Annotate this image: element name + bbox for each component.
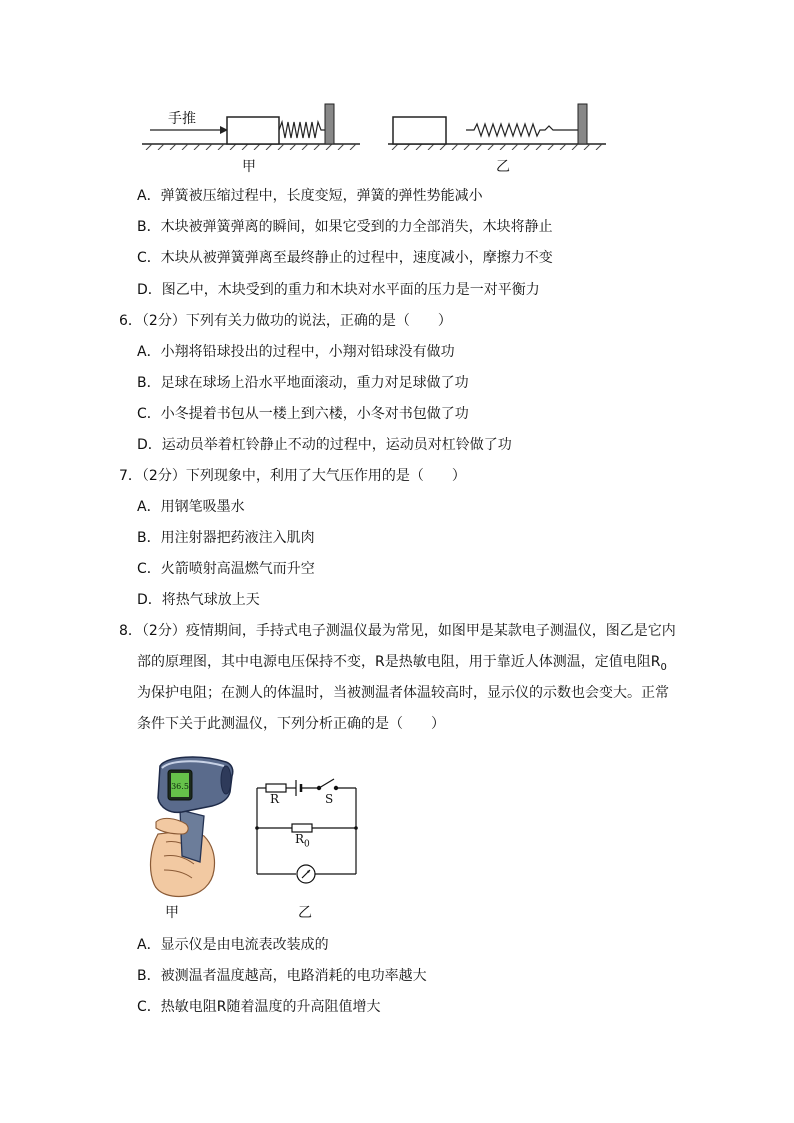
q6-option-d: D．运动员举着杠铃静止不动的过程中，运动员对杠铃做了功 bbox=[137, 437, 512, 453]
thermometer-figure bbox=[146, 752, 236, 900]
q8-figure-label-jia: 甲 bbox=[165, 905, 179, 921]
q7-option-b: B．用注射器把药液注入肌肉 bbox=[137, 530, 315, 546]
circuit-label-r0-subscript: 0 bbox=[304, 839, 310, 850]
thermometer-display-text: 36.5 bbox=[171, 782, 189, 791]
q8-option-a: A．显示仪是由电流表改装成的 bbox=[137, 937, 329, 953]
q6-stem: 6．（2分）下列有关力做功的说法，正确的是（ ） bbox=[119, 313, 452, 329]
q8-stem-line-1: 8．（2分）疫情期间，手持式电子测温仪最为常见，如图甲是某款电子测温仪，图乙是它内 bbox=[119, 623, 676, 639]
r0-subscript: 0 bbox=[660, 661, 667, 673]
spring-block-figure bbox=[140, 100, 610, 180]
q8-figure-label-yi: 乙 bbox=[298, 905, 312, 921]
q5-option-d: D．图乙中，木块受到的重力和木块对水平面的压力是一对平衡力 bbox=[137, 282, 540, 298]
q8-stem-line-3: 为保护电阻；在测人的体温时，当被测温者体温较高时，显示仪的示数也会变大。正常 bbox=[137, 685, 669, 701]
q7-stem: 7．（2分）下列现象中，利用了大气压作用的是（ ） bbox=[119, 468, 466, 484]
q7-option-c: C．火箭喷射高温燃气而升空 bbox=[137, 561, 315, 577]
q8-option-c: C．热敏电阻R随着温度的升高阻值增大 bbox=[137, 999, 381, 1015]
q6-option-c: C．小冬提着书包从一楼上到六楼，小冬对书包做了功 bbox=[137, 406, 469, 422]
circuit-label-s: S bbox=[325, 792, 334, 806]
q5-option-b: B．木块被弹簧弹离的瞬间，如果它受到的力全部消失，木块将静止 bbox=[137, 219, 553, 235]
circuit-label-r: R bbox=[270, 792, 280, 806]
q8-option-b: B．被测温者温度越高，电路消耗的电功率越大 bbox=[137, 968, 427, 984]
figure-label-yi: 乙 bbox=[496, 159, 510, 175]
figure-label-jia: 甲 bbox=[242, 159, 256, 175]
handheld-thermometer-image bbox=[146, 752, 236, 900]
q8-stem-line-2-text: 部的原理图，其中电源电压保持不变，R是热敏电阻，用于靠近人体测温，定值电阻R bbox=[137, 654, 661, 670]
q5-option-c: C．木块从被弹簧弹离至最终静止的过程中，速度减小，摩擦力不变 bbox=[137, 250, 553, 266]
q5-option-a: A．弹簧被压缩过程中，长度变短，弹簧的弹性势能减小 bbox=[137, 188, 483, 204]
circuit-diagram bbox=[252, 774, 362, 884]
q7-option-d: D．将热气球放上天 bbox=[137, 592, 260, 608]
circuit-schematic bbox=[252, 774, 362, 884]
spring-block-diagram bbox=[140, 100, 610, 150]
q7-option-a: A．用钢笔吸墨水 bbox=[137, 499, 245, 515]
q8-stem-line-2 bbox=[137, 652, 667, 678]
q6-option-b: B．足球在球场上沿水平地面滚动，重力对足球做了功 bbox=[137, 375, 469, 391]
push-label: 手推 bbox=[168, 111, 196, 127]
q8-stem-line-4: 条件下关于此测温仪，下列分析正确的是（ ） bbox=[137, 716, 445, 732]
circuit-label-r0: $R_0$ bbox=[295, 832, 310, 850]
q6-option-a: A．小翔将铅球投出的过程中，小翔对铅球没有做功 bbox=[137, 344, 455, 360]
